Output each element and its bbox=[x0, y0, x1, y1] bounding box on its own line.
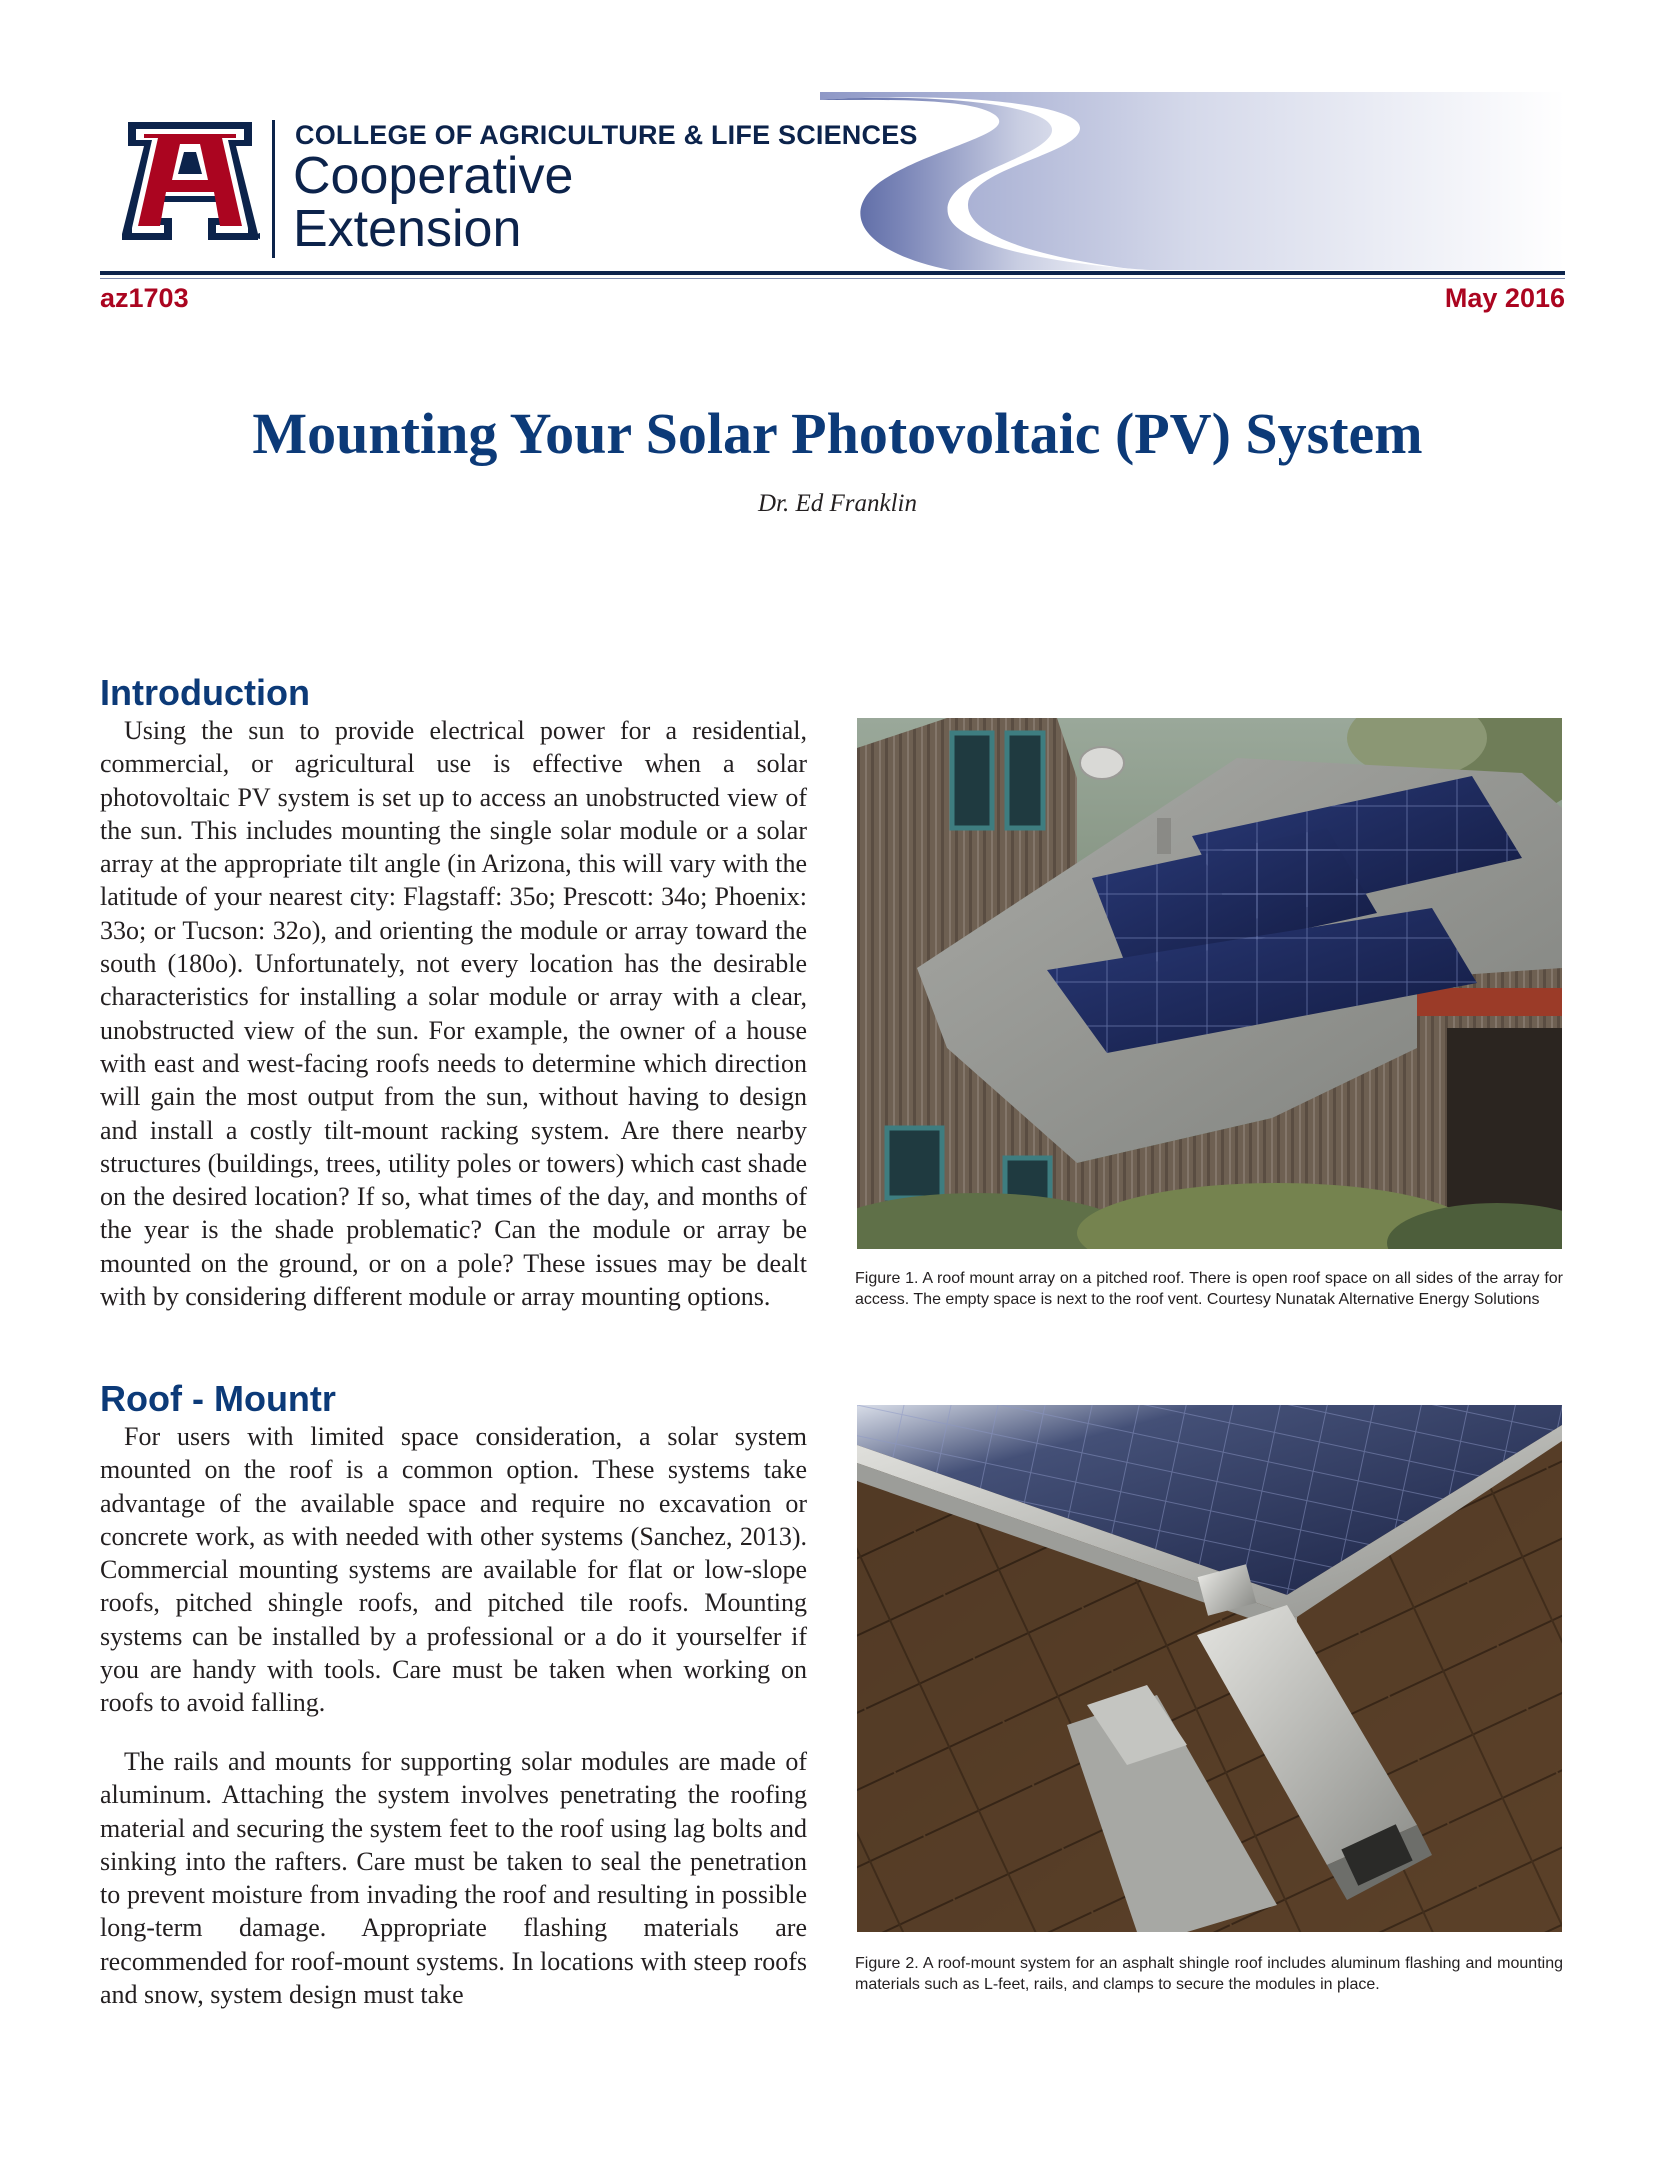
publication-date: May 2016 bbox=[1444, 283, 1565, 313]
logo-divider bbox=[272, 120, 275, 258]
author: Dr. Ed Franklin bbox=[757, 490, 918, 517]
unit-name-line1: Cooperative bbox=[293, 147, 574, 205]
heading-roof-mount: Roof - Mountr bbox=[100, 1378, 336, 1419]
figure-2-caption: Figure 2. A roof-mount system for an asphalt shingle roof includes aluminum flashing and mounting materials such as L-feet, rails, and clamps to secure the modules in place. bbox=[855, 1955, 1563, 1993]
figure-1-roof-array-photo bbox=[857, 718, 1562, 1249]
university-block-a-logo-icon bbox=[120, 122, 260, 240]
publication-id: az1703 bbox=[100, 283, 189, 313]
figure-2-mounting-hardware-photo bbox=[857, 1405, 1562, 1932]
figure-1-caption: Figure 1. A roof mount array on a pitched roof. There is open roof space on all sides of the array for access. The empty space is next to the roof vent. Courtesy Nunatak Alternative Energy Solutions bbox=[855, 1270, 1563, 1308]
heading-introduction: Introduction bbox=[100, 672, 310, 713]
paragraph-roof-mount-1: For users with limited space consideration, a solar system mounted on the roof is a common option. These systems take advantage of the available space and require no excavation or concrete work, as with needed with other systems (Sanchez, 2013). Commercial mounting systems are available for flat or low-slope roofs, pitched shingle roofs, and pitched tile roofs. Mounting systems can be installed by a professional or a do it yourselfer if you are handy with tools. Care must be taken when working on roofs to avoid falling. bbox=[100, 1422, 807, 1718]
paragraph-roof-mount-2: The rails and mounts for supporting solar modules are made of aluminum. Attaching the system involves penetrating the roofing material and securing the system feet to the roof using lag bolts and sinking into the rafters. Care must be taken to seal the penetration to prevent moisture from invading the roof and resulting in possible long-term damage. Appropriate flashing materials are recommended for roof-mount systems. In locations with steep roofs and snow, system design must take bbox=[100, 1747, 807, 2010]
header-swoosh-graphic bbox=[820, 92, 1565, 270]
paragraph-introduction: Using the sun to provide electrical power for a residential, commercial, or agricultural use is effective when a solar photovoltaic PV system is set up to access an unobstructed view of the sun. This includes mounting the single solar module or a solar array at the appropriate tilt angle (in Arizona, this will vary with the latitude of your nearest city: Flagstaff: 35o; Prescott: 34o; Phoenix: 33o; or Tucson: 32o), and orienting the module or array toward the south (180o). Unfortunately, not every location has the desirable characteristics for installing a solar module or array with a clear, unobstructed view of the sun. For example, the owner of a house with east and west-facing roofs needs to determine which direction will gain the most output from the sun, without having to design and install a costly tilt-mount racking system. Are there nearby structures (buildings, trees, utility poles or towers) which cast shade on the desired location? If so, what times of the day, and months of the year is the shade problematic? Can the module or array be mounted on the ground, or on a pole? These issues may be dealt with by considering different module or array mounting options. bbox=[100, 716, 807, 1312]
unit-name-line2: Extension bbox=[293, 200, 522, 258]
college-name: COLLEGE OF AGRICULTURE & LIFE SCIENCES bbox=[295, 120, 918, 150]
header-rule bbox=[100, 271, 1565, 275]
header-rule-thin bbox=[100, 278, 1565, 279]
document-title: Mounting Your Solar Photovoltaic (PV) System bbox=[252, 401, 1423, 466]
